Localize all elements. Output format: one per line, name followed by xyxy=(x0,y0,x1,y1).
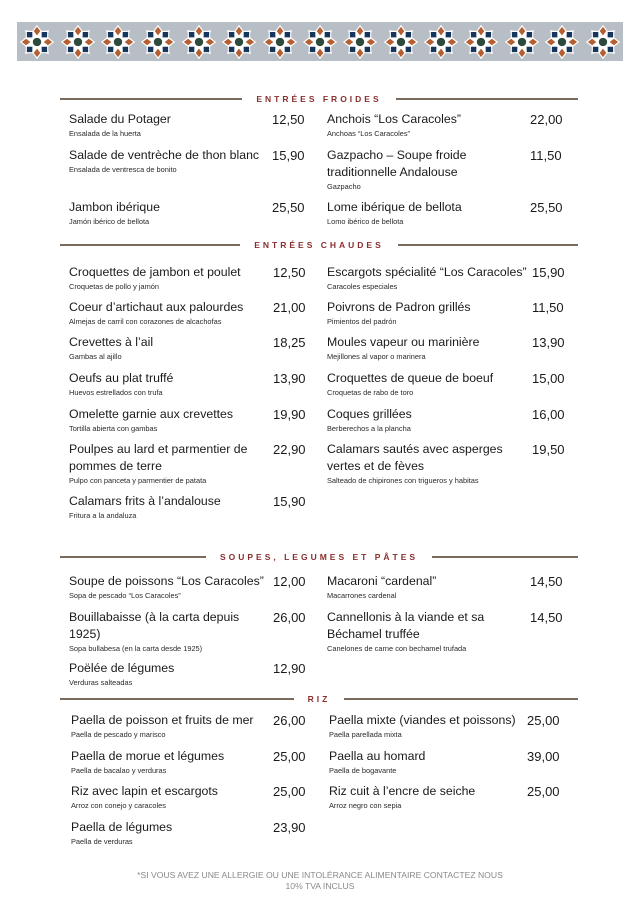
dish-translation: Arroz negro con sepia xyxy=(329,801,402,810)
menu-item xyxy=(71,819,271,847)
dish-price: 22,00 xyxy=(530,112,563,127)
dish-price: 18,25 xyxy=(273,335,306,350)
menu-item xyxy=(329,712,539,740)
dish-price: 12,50 xyxy=(272,112,305,127)
dish-translation: Almejas de carril con corazones de alcachofas xyxy=(69,317,222,326)
section-title: SOUPES, LEGUMES ET PÂTES xyxy=(219,552,419,562)
dish-price: 25,00 xyxy=(273,749,306,764)
star-tile-icon xyxy=(259,22,299,61)
menu-item xyxy=(69,334,279,362)
section-title: ENTRÉES CHAUDES xyxy=(254,240,384,250)
dish-translation: Sopa de pescado “Los Caracoles” xyxy=(69,591,181,600)
menu-item xyxy=(69,111,259,139)
divider-rule xyxy=(432,556,578,557)
menu-item xyxy=(327,299,527,327)
tile-center xyxy=(73,37,83,47)
dish-name: Paella de poisson et fruits de mer xyxy=(71,713,254,727)
dish-translation: Ensalada de ventresca de bonito xyxy=(69,165,177,174)
dish-name: Croquettes de jambon et poulet xyxy=(69,265,241,279)
menu-item xyxy=(69,264,279,292)
menu-item xyxy=(69,441,264,486)
menu-item xyxy=(69,147,269,175)
menu-item xyxy=(69,573,269,601)
star-tile-icon xyxy=(340,22,380,61)
dish-translation: Croquetas de pollo y jamón xyxy=(69,282,159,291)
dish-name: Gazpacho – Soupe froide traditionnelle Andalouse xyxy=(327,148,467,179)
star-tile-icon xyxy=(542,22,582,61)
dish-price: 25,50 xyxy=(272,200,305,215)
dish-translation: Huevos estrellados con trufa xyxy=(69,388,163,397)
star-tile-icon xyxy=(300,22,340,61)
tile-center xyxy=(275,37,285,47)
dish-translation: Caracoles especiales xyxy=(327,282,398,291)
dish-name: Croquettes de queue de boeuf xyxy=(327,371,494,385)
menu-item xyxy=(69,406,279,434)
star-tile-icon xyxy=(502,22,542,61)
dish-price: 25,00 xyxy=(273,784,306,799)
menu-item xyxy=(327,573,517,601)
dish-translation: Mejillones al vapor o marinera xyxy=(327,352,426,361)
tile-center xyxy=(32,37,42,47)
dish-translation: Verduras salteadas xyxy=(69,678,133,687)
dish-name: Oeufs au plat truffé xyxy=(69,371,174,385)
dish-name: Macaroni “cardenal” xyxy=(327,574,437,588)
dish-price: 15,90 xyxy=(272,148,305,163)
dish-name: Poëlée de légumes xyxy=(69,661,175,675)
dish-name: Poivrons de Padron grillés xyxy=(327,300,471,314)
dish-translation: Sopa bullabesa (en la carta desde 1925) xyxy=(69,644,203,653)
star-tile-icon xyxy=(17,22,57,61)
dish-translation: Anchoas “Los Caracoles” xyxy=(327,129,410,138)
dish-name: Lome ibérique de bellota xyxy=(327,200,462,214)
dish-name: Riz avec lapin et escargots xyxy=(71,784,218,798)
dish-price: 13,90 xyxy=(273,371,306,386)
tile-center xyxy=(113,37,123,47)
tax-notice: 10% TVA INCLUS xyxy=(285,881,355,891)
dish-price: 25,00 xyxy=(527,784,560,799)
dish-price: 25,50 xyxy=(530,200,563,215)
tile-center xyxy=(194,37,204,47)
dish-name: Moules vapeur ou marinière xyxy=(327,335,480,349)
dish-translation: Arroz con conejo y caracoles xyxy=(71,801,166,810)
dish-name: Jambon ibérique xyxy=(69,200,160,214)
dish-name: Calamars sautés avec asperges vertes et de fèves xyxy=(327,442,503,473)
dish-price: 14,50 xyxy=(530,610,563,625)
section-header-entrees-froides xyxy=(60,92,578,106)
dish-price: 14,50 xyxy=(530,574,563,589)
dish-price: 15,90 xyxy=(273,494,306,509)
menu-item xyxy=(327,147,477,192)
dish-name: Paella au homard xyxy=(329,749,426,763)
dish-name: Salade du Potager xyxy=(69,112,171,126)
dish-translation: Pulpo con panceta y parmentier de patata xyxy=(69,476,207,485)
star-tile-icon xyxy=(421,22,461,61)
tile-center xyxy=(234,37,244,47)
dish-translation: Croquetas de rabo de toro xyxy=(327,388,414,397)
tile-center xyxy=(517,37,527,47)
dish-translation: Gazpacho xyxy=(327,182,361,191)
dish-translation: Paella de bacalao y verduras xyxy=(71,766,167,775)
menu-item xyxy=(69,660,259,688)
star-tile-icon xyxy=(179,22,219,61)
menu-item xyxy=(69,609,254,654)
dish-name: Cannellonis à la viande et sa Béchamel truffée xyxy=(327,610,485,641)
tile-center xyxy=(477,37,487,47)
star-tile-icon xyxy=(138,22,178,61)
tile-center xyxy=(315,37,325,47)
dish-name: Coques grillées xyxy=(327,407,412,421)
tile-center xyxy=(396,37,406,47)
dish-price: 21,00 xyxy=(273,300,306,315)
section-header-soupes-legumes-pates xyxy=(60,550,578,564)
dish-price: 19,50 xyxy=(532,442,565,457)
dish-price: 23,90 xyxy=(273,820,306,835)
dish-price: 11,50 xyxy=(530,148,562,163)
divider-rule xyxy=(60,98,242,99)
dish-price: 22,90 xyxy=(273,442,306,457)
dish-translation: Ensalada de la huerta xyxy=(69,129,141,138)
dish-translation: Paella de bogavante xyxy=(329,766,397,775)
dish-name: Escargots spécialité “Los Caracoles” xyxy=(327,265,527,279)
divider-rule xyxy=(398,244,578,245)
dish-price: 12,50 xyxy=(273,265,306,280)
menu-item xyxy=(69,299,279,327)
menu-item xyxy=(327,406,527,434)
star-tile-icon xyxy=(381,22,421,61)
dish-price: 26,00 xyxy=(273,610,306,625)
dish-translation: Paella de verduras xyxy=(71,837,133,846)
star-tile-icon xyxy=(57,22,97,61)
menu-item xyxy=(327,609,507,654)
dish-price: 12,00 xyxy=(273,574,306,589)
dish-price: 11,50 xyxy=(532,300,564,315)
star-tile-icon xyxy=(582,22,622,61)
tile-center xyxy=(558,37,568,47)
dish-price: 26,00 xyxy=(273,713,306,728)
section-title: ENTRÉES FROIDES xyxy=(256,94,382,104)
dish-price: 25,00 xyxy=(527,713,560,728)
divider-rule xyxy=(396,98,578,99)
dish-translation: Paella parellada mixta xyxy=(329,730,402,739)
dish-translation: Salteado de chipirones con trigueros y habitas xyxy=(327,476,479,485)
section-header-entrees-chaudes xyxy=(60,238,578,252)
tile-center xyxy=(154,37,164,47)
dish-translation: Tortilla abierta con gambas xyxy=(69,424,158,433)
menu-item xyxy=(329,748,519,776)
section-header-riz xyxy=(60,692,578,706)
menu-item xyxy=(329,783,519,811)
dish-translation: Canelones de carne con bechamel trufada xyxy=(327,644,467,653)
dish-name: Poulpes au lard et parmentier de pommes de terre xyxy=(69,442,248,473)
dish-translation: Gambas al ajillo xyxy=(69,352,122,361)
dish-name: Paella de légumes xyxy=(71,820,173,834)
dish-price: 19,90 xyxy=(273,407,306,422)
dish-price: 16,00 xyxy=(532,407,565,422)
dish-translation: Pimientos del padrón xyxy=(327,317,397,326)
dish-translation: Paella de pescado y marisco xyxy=(71,730,166,739)
dish-translation: Lomo ibérico de bellota xyxy=(327,217,404,226)
dish-name: Paella de morue et légumes xyxy=(71,749,225,763)
dish-price: 12,90 xyxy=(273,661,306,676)
dish-name: Bouillabaisse (à la carta depuis 1925) xyxy=(69,610,240,641)
menu-item xyxy=(327,111,517,139)
dish-name: Salade de ventrèche de thon blanc xyxy=(69,148,260,162)
dish-translation: Macarrones cardenal xyxy=(327,591,397,600)
menu-item xyxy=(71,712,281,740)
menu-item xyxy=(327,334,527,362)
tile-center xyxy=(598,37,608,47)
section-title: RIZ xyxy=(307,694,331,704)
menu-item xyxy=(69,199,259,227)
menu-item xyxy=(69,493,279,521)
divider-rule xyxy=(344,698,578,699)
dish-price: 39,00 xyxy=(527,749,560,764)
divider-rule xyxy=(60,244,240,245)
menu-item xyxy=(71,783,271,811)
menu-item xyxy=(327,199,517,227)
menu-item xyxy=(327,264,537,292)
star-tile-icon xyxy=(219,22,259,61)
dish-name: Crevettes à l’ail xyxy=(69,335,154,349)
star-tile-icon xyxy=(461,22,501,61)
dish-translation: Berberechos a la plancha xyxy=(327,424,411,433)
menu-item xyxy=(71,748,271,776)
dish-price: 15,90 xyxy=(532,265,565,280)
divider-rule xyxy=(60,698,294,699)
dish-price: 13,90 xyxy=(532,335,565,350)
allergy-notice: *SI VOUS AVEZ UNE ALLERGIE OU UNE INTOLÉRANCE ALIMENTAIRE CONTACTEZ NOUS xyxy=(137,870,503,880)
divider-rule xyxy=(60,556,206,557)
dish-translation: Fritura a la andaluza xyxy=(69,511,137,520)
dish-name: Soupe de poissons “Los Caracoles” xyxy=(69,574,264,588)
menu-item xyxy=(327,370,527,398)
tile-center xyxy=(436,37,446,47)
decorative-tile-banner xyxy=(17,22,623,61)
dish-name: Paella mixte (viandes et poissons) xyxy=(329,713,516,727)
menu-item xyxy=(69,370,279,398)
dish-translation: Jamón ibérico de bellota xyxy=(69,217,150,226)
dish-name: Omelette garnie aux crevettes xyxy=(69,407,234,421)
dish-name: Coeur d’artichaut aux palourdes xyxy=(69,300,244,314)
dish-price: 15,00 xyxy=(532,371,565,386)
star-tile-icon xyxy=(98,22,138,61)
menu-item xyxy=(327,441,522,486)
tile-center xyxy=(356,37,366,47)
dish-name: Calamars frits à l’andalouse xyxy=(69,494,221,508)
dish-name: Anchois “Los Caracoles” xyxy=(327,112,461,126)
dish-name: Riz cuit à l’encre de seiche xyxy=(329,784,476,798)
